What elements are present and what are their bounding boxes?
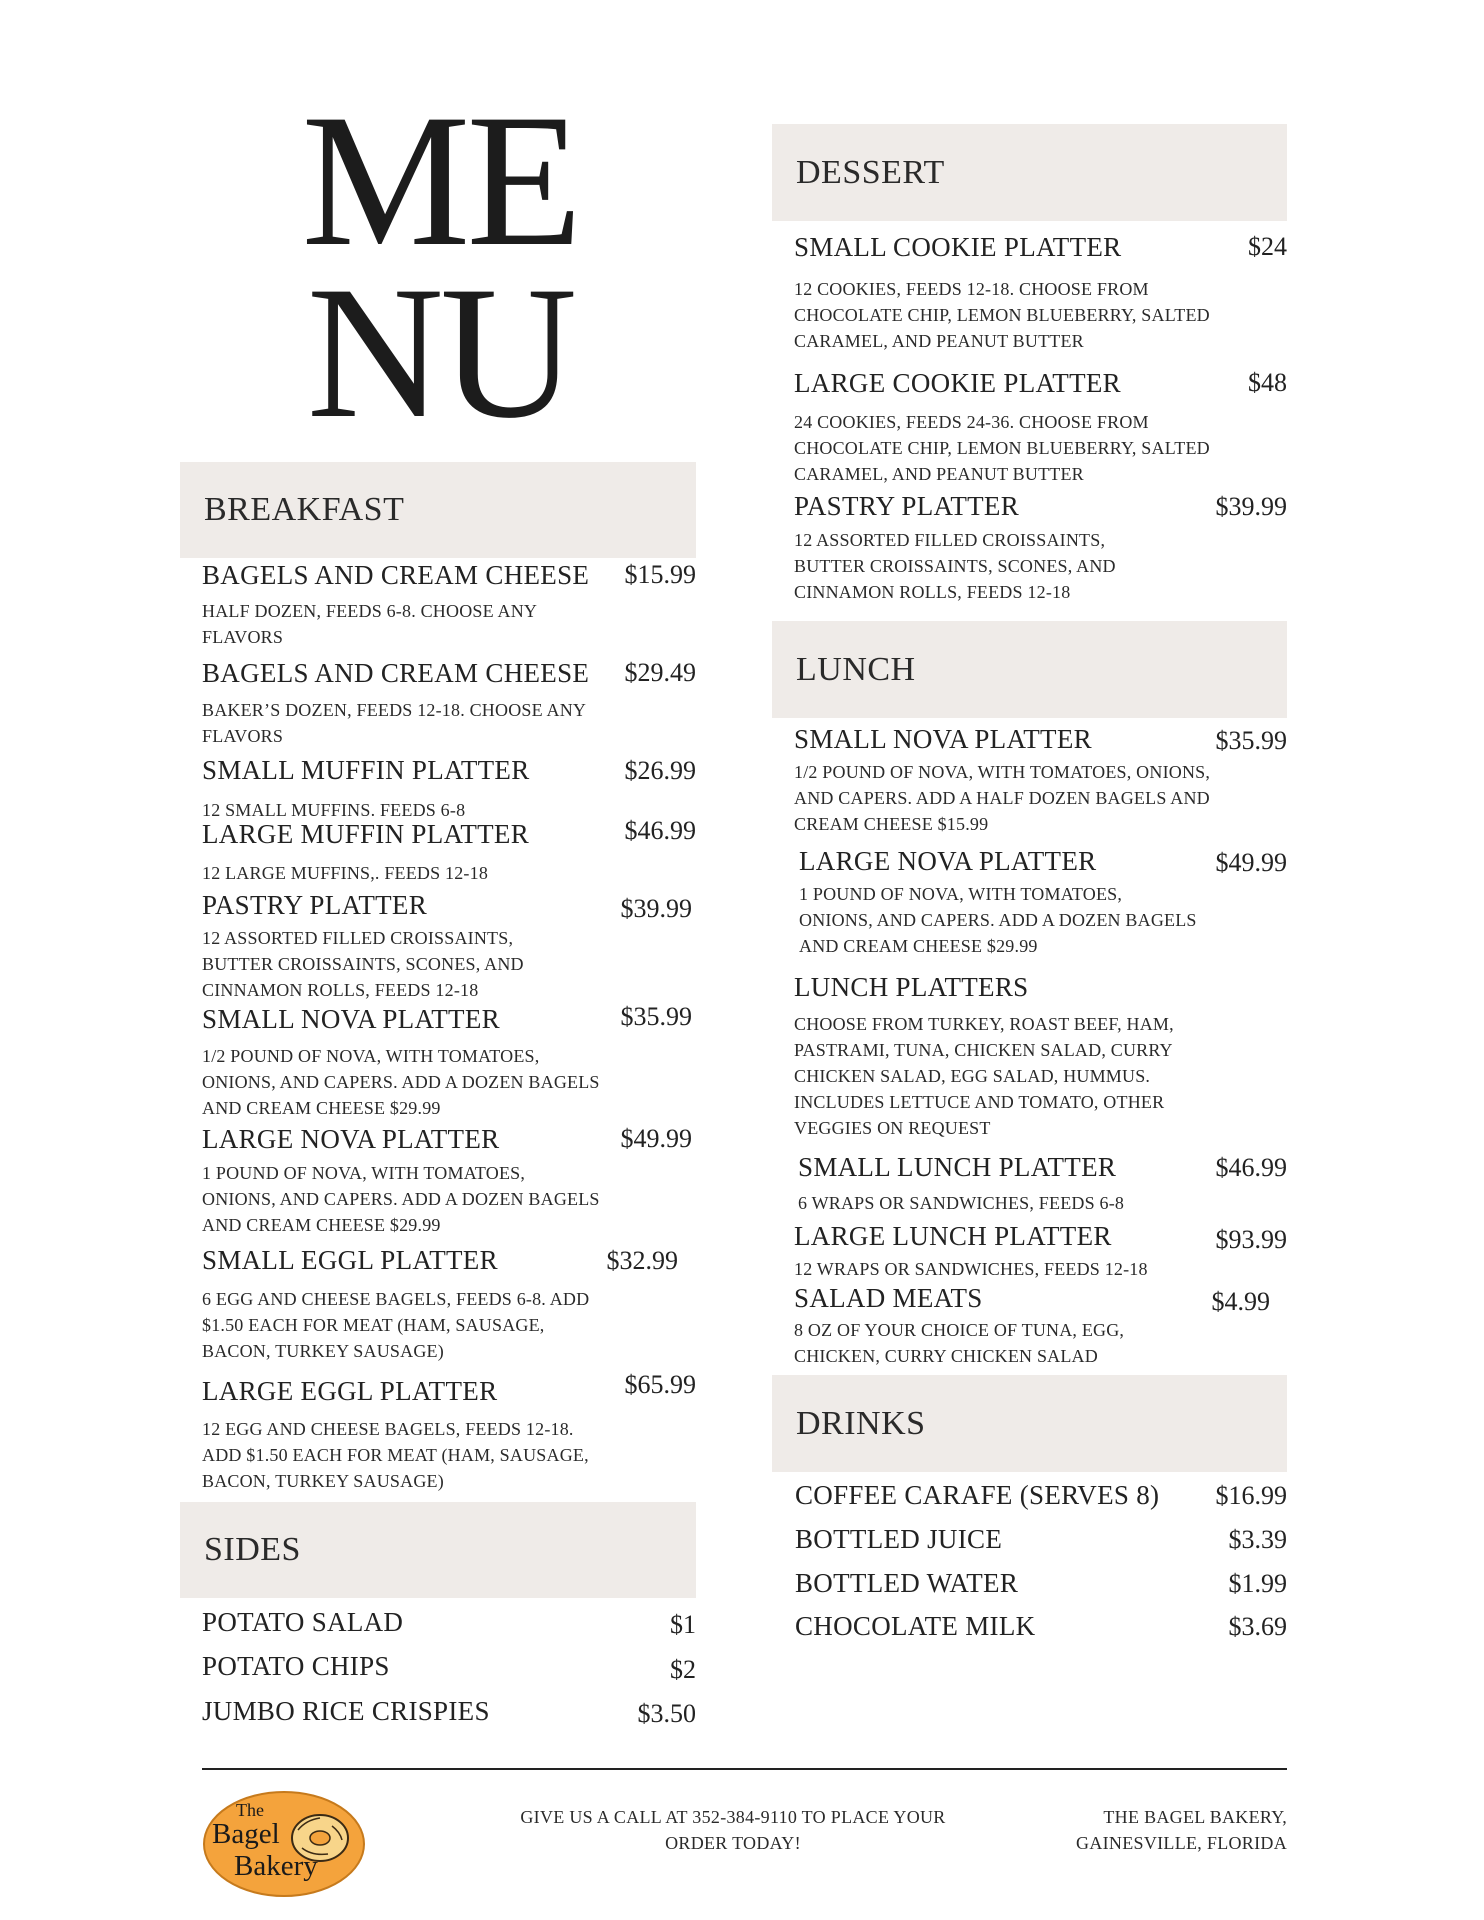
menu-title-line2: NU: [306, 248, 574, 458]
item-price: $24: [1248, 232, 1287, 261]
item-price: $46.99: [1215, 1153, 1287, 1182]
item-description: 6 EGG AND CHEESE BAGELS, FEEDS 6-8. ADD $1.50 EACH FOR MEAT (HAM, SAUSAGE, BACON, TURKEY SAUSAGE): [202, 1289, 590, 1361]
item-name: JUMBO RICE CRISPIES: [202, 1696, 490, 1726]
item-description: 24 COOKIES, FEEDS 24-36. CHOOSE FROM CHOCOLATE CHIP, LEMON BLUEBERRY, SALTED CARAMEL, AND PEANUT BUTTER: [794, 412, 1210, 484]
item-price: $39.99: [620, 894, 692, 923]
item-name: LUNCH PLATTERS: [794, 972, 1029, 1002]
item-description: CHOOSE FROM TURKEY, ROAST BEEF, HAM, PASTRAMI, TUNA, CHICKEN SALAD, CURRY CHICKEN SALAD, EGG SALAD, HUMMUS. INCLUDES LETTUCE AND TOMATO, OTHER VEGGIES ON REQUEST: [794, 1014, 1174, 1138]
sides-heading: SIDES: [204, 1531, 301, 1568]
breakfast-heading-band: [180, 462, 696, 558]
item-price: $46.99: [624, 816, 696, 845]
item-price: $3.50: [637, 1699, 696, 1728]
logo-word-bakery: Bakery: [234, 1850, 318, 1882]
breakfast-heading: BREAKFAST: [204, 491, 405, 528]
item-name: LARGE EGGL PLATTER: [202, 1376, 498, 1406]
item-name: BOTTLED JUICE: [795, 1524, 1003, 1554]
item-name: SMALL NOVA PLATTER: [794, 724, 1092, 754]
item-price: $29.49: [624, 658, 696, 687]
item-name: POTATO CHIPS: [202, 1651, 390, 1681]
item-price: $39.99: [1215, 492, 1287, 521]
item-name: CHOCOLATE MILK: [795, 1611, 1036, 1641]
item-name: SMALL NOVA PLATTER: [202, 1004, 500, 1034]
item-description: 12 ASSORTED FILLED CROISSAINTS, BUTTER CROISSAINTS, SCONES, AND CINNAMON ROLLS, FEEDS 12-18: [794, 530, 1116, 602]
item-description: 12 WRAPS OR SANDWICHES, FEEDS 12-18: [794, 1259, 1148, 1279]
item-name: LARGE NOVA PLATTER: [202, 1124, 500, 1154]
item-price: $3.69: [1228, 1612, 1287, 1641]
item-description: 8 OZ OF YOUR CHOICE OF TUNA, EGG, CHICKEN, CURRY CHICKEN SALAD: [794, 1320, 1125, 1366]
item-price: $49.99: [620, 1124, 692, 1153]
item-price: $26.99: [624, 756, 696, 785]
item-name: SALAD MEATS: [794, 1283, 983, 1313]
item-description: 12 LARGE MUFFINS,. FEEDS 12-18: [202, 863, 489, 883]
item-price: $1.99: [1228, 1569, 1287, 1598]
address-line-1: THE BAGEL BAKERY,: [1103, 1807, 1287, 1827]
item-description: 12 COOKIES, FEEDS 12-18. CHOOSE FROM CHOCOLATE CHIP, LEMON BLUEBERRY, SALTED CARAMEL, AND PEANUT BUTTER: [794, 279, 1210, 351]
item-description: 1/2 POUND OF NOVA, WITH TOMATOES, ONIONS, AND CAPERS. ADD A DOZEN BAGELS AND CREAM CHEESE $29.99: [202, 1046, 600, 1118]
order-call-text: GIVE US A CALL AT 352-384-9110 TO PLACE YOUR ORDER TODAY!: [520, 1807, 946, 1853]
item-price: $49.99: [1215, 848, 1287, 877]
item-price: $48: [1248, 368, 1287, 397]
bagel-bakery-logo: [202, 1790, 366, 1898]
item-description: 1 POUND OF NOVA, WITH TOMATOES, ONIONS, AND CAPERS. ADD A DOZEN BAGELS AND CREAM CHEESE $29.99: [202, 1163, 600, 1235]
item-price: $93.99: [1215, 1225, 1287, 1254]
dessert-heading-band: [772, 124, 1287, 221]
sides-heading-band: [180, 1502, 696, 1598]
item-name: SMALL COOKIE PLATTER: [794, 232, 1122, 262]
bakery-address: [1020, 1804, 1287, 1856]
item-name: LARGE COOKIE PLATTER: [794, 368, 1121, 398]
item-price: $35.99: [620, 1002, 692, 1031]
item-price: $65.99: [624, 1370, 696, 1399]
item-price: $16.99: [1215, 1481, 1287, 1510]
item-price: $1: [670, 1610, 696, 1639]
item-name: BAGELS AND CREAM CHEESE: [202, 658, 590, 688]
lunch-heading: LUNCH: [796, 650, 916, 688]
dessert-heading: DESSERT: [796, 153, 945, 191]
item-description: 12 ASSORTED FILLED CROISSAINTS, BUTTER CROISSAINTS, SCONES, AND CINNAMON ROLLS, FEEDS 12-18: [202, 928, 524, 1000]
item-description: 6 WRAPS OR SANDWICHES, FEEDS 6-8: [798, 1193, 1125, 1213]
item-name: BOTTLED WATER: [795, 1568, 1019, 1598]
item-price: $32.99: [606, 1246, 678, 1275]
item-name: POTATO SALAD: [202, 1607, 404, 1637]
logo-word-the: The: [236, 1800, 264, 1820]
item-name: PASTRY PLATTER: [794, 491, 1020, 521]
footer-divider: [202, 1768, 1287, 1770]
item-price: $15.99: [624, 560, 696, 589]
item-name: SMALL LUNCH PLATTER: [798, 1152, 1117, 1182]
lunch-heading-band: [772, 621, 1287, 718]
item-name: LARGE NOVA PLATTER: [799, 846, 1097, 876]
item-price: $4.99: [1211, 1287, 1270, 1316]
item-description: 12 SMALL MUFFINS. FEEDS 6-8: [202, 800, 466, 820]
item-name: SMALL MUFFIN PLATTER: [202, 755, 530, 785]
item-description: 12 EGG AND CHEESE BAGELS, FEEDS 12-18. ADD $1.50 EACH FOR MEAT (HAM, SAUSAGE, BACON, TURKEY SAUSAGE): [202, 1419, 589, 1491]
item-description: 1/2 POUND OF NOVA, WITH TOMATOES, ONIONS, AND CAPERS. ADD A HALF DOZEN BAGELS AND CREAM CHEESE $15.99: [794, 762, 1211, 834]
item-price: $35.99: [1215, 726, 1287, 755]
item-description: HALF DOZEN, FEEDS 6-8. CHOOSE ANY FLAVORS: [202, 601, 537, 647]
item-name: SMALL EGGL PLATTER: [202, 1245, 498, 1275]
item-name: PASTRY PLATTER: [202, 890, 428, 920]
menu-title-line1: ME: [301, 76, 579, 286]
address-line-2: GAINESVILLE, FLORIDA: [1076, 1833, 1287, 1853]
item-name: BAGELS AND CREAM CHEESE: [202, 560, 590, 590]
item-name: COFFEE CARAFE (SERVES 8): [795, 1480, 1160, 1510]
drinks-heading: DRINKS: [796, 1404, 926, 1442]
logo-word-bagel: Bagel: [212, 1818, 280, 1850]
item-description: BAKER’S DOZEN, FEEDS 12-18. CHOOSE ANY FLAVORS: [202, 700, 586, 746]
item-name: LARGE LUNCH PLATTER: [794, 1221, 1112, 1251]
item-price: $3.39: [1228, 1525, 1287, 1554]
menu-title: [230, 76, 650, 458]
item-description: 1 POUND OF NOVA, WITH TOMATOES, ONIONS, AND CAPERS. ADD A DOZEN BAGELS AND CREAM CHEESE $29.99: [799, 884, 1197, 956]
item-price: $2: [670, 1655, 696, 1684]
item-name: LARGE MUFFIN PLATTER: [202, 819, 530, 849]
drinks-heading-band: [772, 1375, 1287, 1472]
